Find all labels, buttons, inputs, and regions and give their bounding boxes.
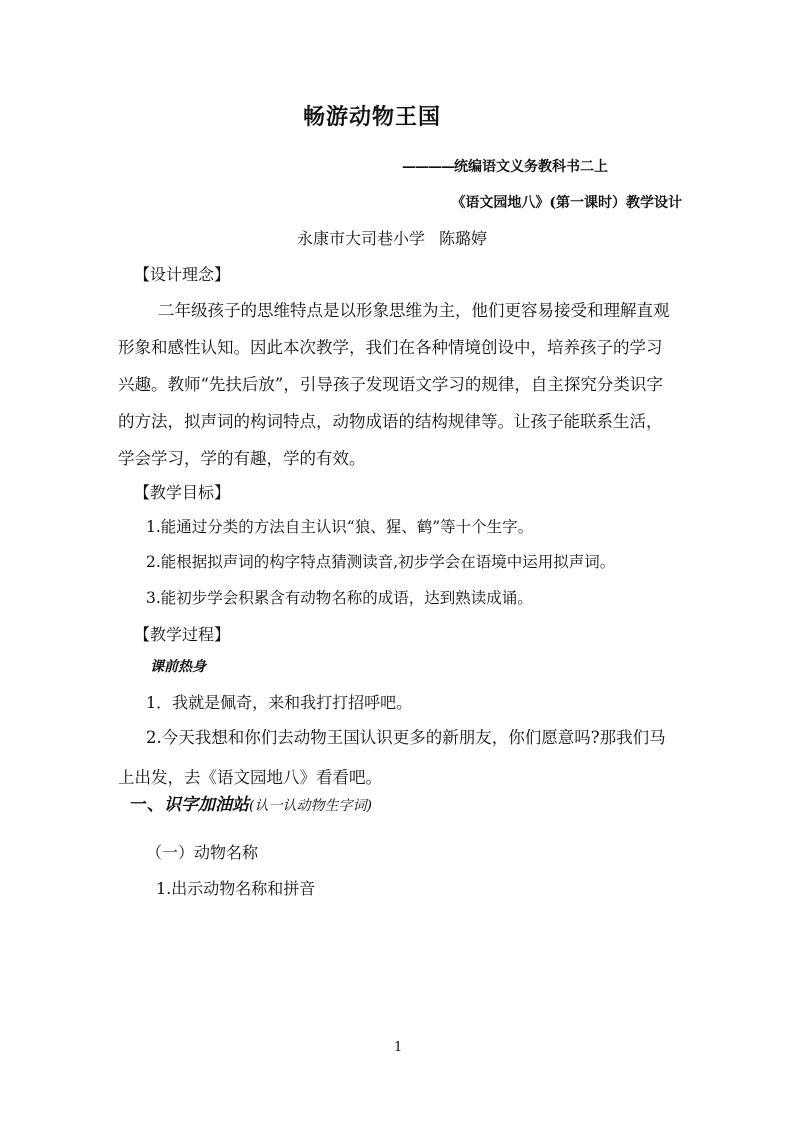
author-line xyxy=(0,226,784,249)
subtitle-lesson: 《语文园地八》(第一课时）教学设计 xyxy=(451,195,682,211)
section-goals-heading: 【教学目标】 xyxy=(134,483,231,502)
author-name: 陈璐婷 xyxy=(439,229,488,248)
goal-item-1: 1.能通过分类的方法自主认识“狼、猩、鹤”等十个生字。 xyxy=(146,518,534,536)
warmup-item-2 xyxy=(118,718,678,798)
concept-paragraph xyxy=(118,292,678,477)
section-concept-heading: 【设计理念】 xyxy=(134,265,231,284)
warmup-item-2-text: 2.今天我想和你们去动物王国认识更多的新朋友，你们愿意吗?那我们马上出发，去《语文园地八》看看吧。 xyxy=(118,728,666,787)
concept-text: 二年级孩子的思维特点是以形象思维为主，他们更容易接受和理解直观形象和感性认知。因此本次教学，我们在各种情境创设中，培养孩子的学习兴趣。教师“先扶后放”，引导孩子发现语文学习的规律，自主探究分类识字的方法，拟声词的构词特点，动物成语的结构规律等。让孩子能联系生活，学会学习，学的有趣，学的有效。 xyxy=(118,301,670,468)
author-school: 永康市大司巷小学 xyxy=(296,229,425,248)
warmup-item-1: 1．我就是佩奇，来和我打打招呼吧。 xyxy=(146,693,413,712)
goal-item-3: 3.能初步学会积累含有动物名称的成语，达到熟读成诵。 xyxy=(146,589,533,607)
subtitle-dash: ———— xyxy=(402,159,454,175)
subtitle-textbook xyxy=(402,156,608,176)
goal-item-2: 2.能根据拟声词的构字特点猜测读音,初步学会在语境中运用拟声词。 xyxy=(146,553,616,571)
subsection-item-1: 1.出示动物名称和拼音 xyxy=(156,879,316,898)
heading-note: (认一认动物生字词) xyxy=(249,798,372,814)
warmup-label: 课前热身 xyxy=(150,659,206,675)
subsection-animal-names: （一）动物名称 xyxy=(146,843,259,862)
section-process-heading: 【教学过程】 xyxy=(134,625,231,644)
section-heading-literacy xyxy=(130,790,372,815)
page-number: 1 xyxy=(394,1040,403,1055)
heading-text: 识字加油站 xyxy=(164,795,249,815)
heading-number: 一、 xyxy=(130,795,164,815)
document-title: 畅游动物王国 xyxy=(302,104,441,130)
subtitle-textbook-text: 统编语文义务教科书二上 xyxy=(454,159,608,175)
